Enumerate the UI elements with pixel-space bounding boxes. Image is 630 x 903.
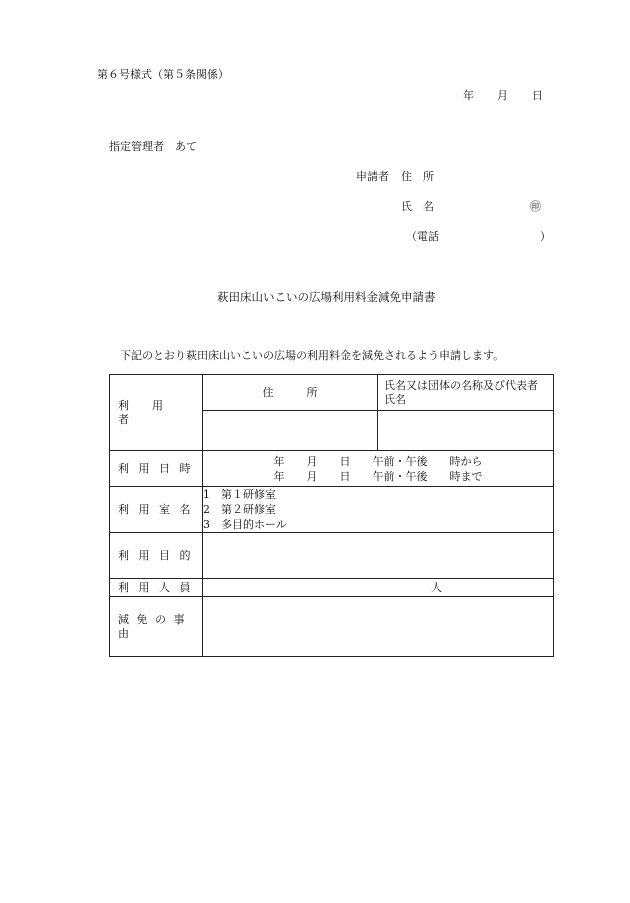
datetime-field[interactable] [203, 451, 554, 487]
intro-text: 下記のとおり萩田床山いこいの広場の利用料金を減免されるよう申請します。 [120, 349, 505, 362]
people-label: 利 用 人 員 [110, 579, 203, 597]
reason-label: 減 免 の 事 由 [110, 597, 203, 657]
people-unit: 人 [431, 580, 442, 594]
applicant-address-label: 住 所 [401, 170, 434, 183]
room-option-3[interactable]: 3 多目的ホール [203, 518, 287, 531]
addressee: 指定管理者 あて [109, 140, 197, 153]
date-day-label: 日 [532, 89, 543, 102]
org-name-header-line1: 氏名又は団体の名称及び代表者 [384, 378, 538, 392]
datetime-from: 年 月 日 午前・午後 時から [273, 454, 483, 468]
page-title: 萩田床山いこいの広場利用料金減免申請書 [217, 290, 436, 304]
purpose-label: 利 用 目 的 [110, 533, 203, 579]
room-option-1[interactable]: 1 第１研修室 [203, 488, 276, 501]
address-header: 住 所 [203, 375, 378, 411]
room-option-2[interactable]: 2 第２研修室 [203, 503, 276, 516]
room-label: 利 用 室 名 [110, 487, 203, 533]
purpose-field[interactable] [203, 533, 554, 579]
date-month-label: 月 [497, 89, 508, 102]
datetime-label: 利 用 日 時 [110, 451, 203, 487]
phone-close-paren: ） [540, 230, 551, 243]
applicant-label: 申請者 [356, 170, 389, 183]
room-row [110, 487, 554, 533]
applicant-name-label: 氏 名 [401, 200, 434, 213]
user-address-field[interactable] [203, 411, 378, 451]
people-row [110, 579, 554, 597]
datetime-to: 年 月 日 午前・午後 時まで [273, 469, 483, 483]
phone-label: （電話 [406, 230, 439, 243]
form-number: 第６号様式（第５条関係） [97, 68, 229, 81]
date-year-label: 年 [463, 89, 474, 102]
reason-field[interactable] [203, 597, 554, 657]
purpose-row [110, 533, 554, 579]
people-field[interactable] [203, 579, 554, 597]
application-table [109, 374, 554, 657]
user-org-name-field[interactable] [378, 411, 554, 451]
org-name-header [378, 375, 554, 411]
seal-mark: ㊞ [530, 200, 541, 213]
user-header-row [110, 375, 554, 411]
user-label: 利 用 者 [110, 375, 203, 451]
room-options[interactable] [203, 487, 554, 533]
datetime-row [110, 451, 554, 487]
reason-row [110, 597, 554, 657]
org-name-header-line2: 氏名 [384, 392, 406, 406]
